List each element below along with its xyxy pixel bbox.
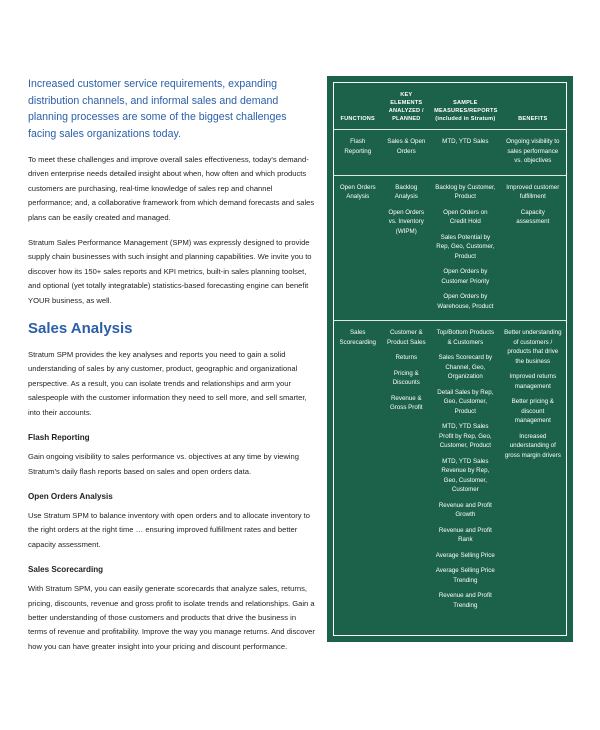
column-header-functions: FUNCTIONS — [340, 116, 375, 122]
cell-key-elements — [381, 321, 431, 620]
table-row — [334, 321, 566, 620]
subsection-heading-flash-reporting: Flash Reporting — [28, 433, 90, 443]
cell-line: Revenue and Profit Rank — [438, 526, 492, 543]
column-header-sample-measures: SAMPLE MEASURES/REPORTS (included in Stratum) — [434, 100, 498, 122]
cell-line: Capacity assessment — [516, 208, 550, 225]
column-header-benefits: BENEFITS — [518, 116, 548, 122]
subsection-body-sales-scorecarding: With Stratum SPM, you can easily generate scorecards that analyze sales, returns, pricing, discounts, revenue and gross profit to isolate trends and relationships. Gain a better understanding of those customers and products that drive the business in terms of revenue and profitability. Improve the way you manage returns. And discover how you can have greater insight into your pricing and discount performance. — [28, 584, 315, 651]
cell-line: Pricing & Discounts — [392, 369, 420, 386]
cell-line: Open Orders by Customer Priority — [441, 268, 490, 285]
column-header-key-elements: KEY ELEMENTS ANALYZED / PLANNED — [388, 92, 424, 122]
summary-table-panel — [327, 76, 573, 642]
cell-line: Average Selling Price — [435, 551, 495, 559]
section-intro-paragraph: Stratum SPM provides the key analyses and reports you need to gain a solid understanding of sales by any customer, product, geographic and organizational perspective. As a result, you can isolate trends and relationships and arm your salespeople with the customer information they need to sell more, and sell smarter, into their accounts. — [28, 350, 307, 417]
cell-measures — [431, 321, 500, 620]
cell-line: Returns — [395, 354, 418, 361]
summary-table-frame — [333, 82, 567, 636]
article-column — [28, 76, 316, 665]
cell-line: Sales & Open Orders — [387, 138, 426, 155]
subsection-body-open-orders-analysis: Use Stratum SPM to balance inventory with open orders and to allocate inventory to the right orders at the right time … ensuring improved fulfillment rates and better capacity assessment. — [28, 510, 310, 549]
cell-line: Backlog by Customer, Product — [435, 183, 496, 200]
table-row — [334, 175, 566, 321]
cell-line: Open Orders vs. Inventory (WIPM) — [388, 208, 425, 235]
body-paragraph-2: Stratum Sales Performance Management (SPM) was expressly designed to provide supply chain businesses with such insight and planning capabilities. We invite you to discover how its 150+ sales reports and KPI metrics, built-in sales planning toolset, and optional (yet totally integratable) statistics-based forecasting engine can benefit YOUR business, as well. — [28, 238, 312, 305]
subsection-heading-open-orders-analysis: Open Orders Analysis — [28, 491, 113, 501]
cell-line: Average Selling Price Trending — [435, 567, 495, 584]
cell-line: Revenue and Profit Growth — [438, 501, 492, 518]
cell-benefits — [500, 130, 566, 176]
cell-line: Customer & Product Sales — [387, 329, 426, 346]
cell-line: Top/Bottom Products & Customers — [436, 329, 495, 346]
cell-line: Revenue and Profit Trending — [438, 592, 492, 609]
cell-line: Increased understanding of gross margin drivers — [504, 432, 561, 459]
cell-benefits — [500, 175, 566, 321]
cell-line: Ongoing visibility to sales performance vs. objectives — [506, 138, 560, 164]
table-header-row — [334, 83, 566, 130]
cell-line: Better pricing & discount management — [511, 398, 554, 424]
cell-line: MTD, YTD Sales — [442, 138, 489, 145]
cell-line: Detail Sales by Rep, Geo, Customer, Product — [437, 388, 494, 415]
cell-line: MTD, YTD Sales Revenue by Rep, Geo, Customer, Customer — [441, 457, 490, 493]
table-body — [334, 130, 566, 620]
cell-line: Sales Scorecard by Channel, Geo, Organization — [438, 354, 493, 380]
section-title: Sales Analysis — [28, 320, 133, 338]
cell-line: MTD, YTD Sales Profit by Rep, Geo, Customer, Product — [439, 423, 492, 449]
cell-line: Open Orders by Warehouse, Product — [437, 293, 494, 310]
cell-function: Sales Scorecarding — [334, 321, 381, 620]
intro-lead-paragraph: Increased customer service requirements, expanding distribution channels, and informal sales and demand planning processes are some of the biggest challenges facing sales organizations today. — [28, 78, 287, 140]
cell-measures — [431, 175, 500, 321]
table-row — [334, 130, 566, 176]
cell-line: Better understanding of customers / products that drive the business — [504, 329, 562, 365]
subsection-heading-sales-scorecarding: Sales Scorecarding — [28, 565, 104, 575]
cell-function: Open Orders Analysis — [334, 175, 381, 321]
subsection-body-flash-reporting: Gain ongoing visibility to sales performance vs. objectives at any time by viewing Stratum's daily flash reports based on sales and open orders data. — [28, 452, 299, 476]
cell-line: Open Orders on Credit Hold — [443, 208, 488, 225]
cell-line: Revenue & Gross Profit — [389, 394, 423, 411]
cell-line: Backlog Analysis — [394, 183, 418, 200]
cell-function: Flash Reporting — [334, 130, 381, 176]
cell-line: Sales Potential by Rep, Geo, Customer, Product — [436, 233, 495, 260]
body-paragraph-1: To meet these challenges and improve overall sales effectiveness, today's demand-driven enterprise needs detailed insight about when, how often and which products customers are purchasing, real-time knowledge of sales rep and channel performance; and, a collaborative framework from which demand forecasts and sales plans can be easily created and managed. — [28, 155, 315, 222]
cell-line: Improved returns management — [509, 373, 557, 390]
cell-benefits — [500, 321, 566, 620]
functions-summary-table — [334, 83, 566, 619]
cell-key-elements — [381, 130, 431, 176]
cell-line: Improved customer fulfillment — [506, 183, 560, 200]
cell-measures — [431, 130, 500, 176]
cell-key-elements — [381, 175, 431, 321]
